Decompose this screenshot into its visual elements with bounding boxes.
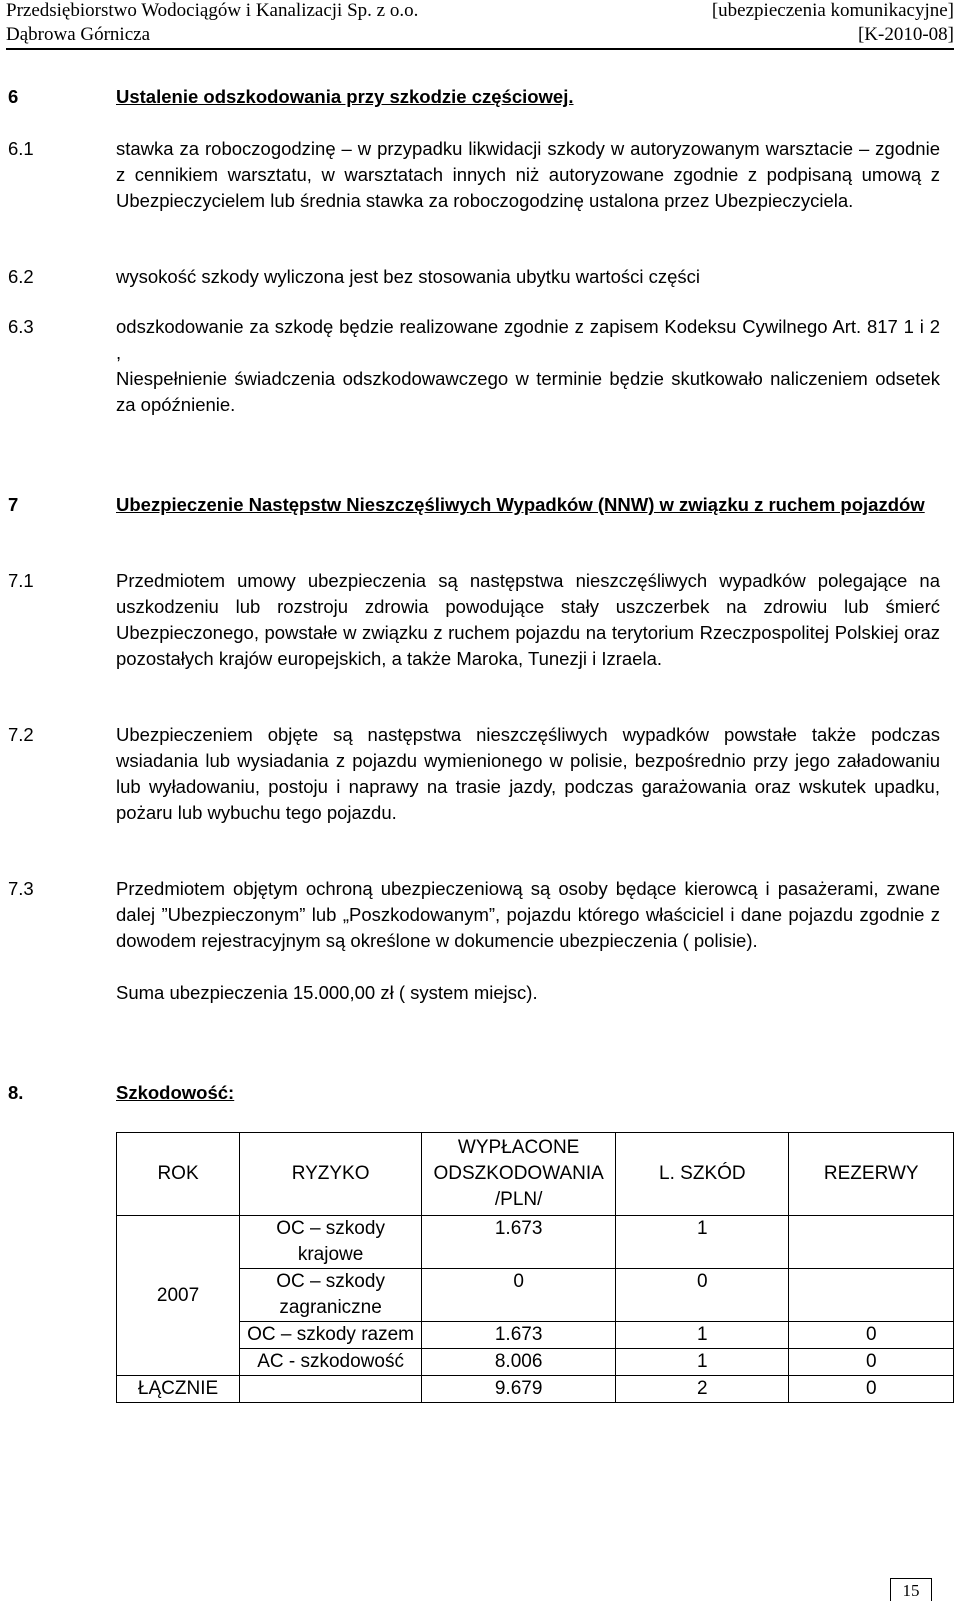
paid-cell: 0 [422,1269,616,1322]
item-number: 6.1 [8,138,34,159]
item-text-continued: Niespełnienie świadczenia odszkodowawczego w terminie będzie skutkowało naliczeniem odsetek za opóźnienie. [116,368,940,415]
reserves-cell [789,1269,954,1322]
header-divider [6,48,954,50]
paid-cell: 8.006 [422,1349,616,1376]
claims-count-cell: 1 [616,1349,789,1376]
item-text: Przedmiotem umowy ubezpieczenia są następstwa nieszczęśliwych wypadków polegające na uszkodzeniu lub rozstroju zdrowia powodujące stały uszczerbek na zdrowiu lub śmierć Ubezpieczonego, powstałe w związku z ruchem pojazdu na terytorium Rzeczpospolitej Polskiej oraz pozostałych krajów europejskich, a także Maroka, Tunezji i Izraela. [116,570,940,669]
section-number: 6 [8,86,19,107]
total-empty-cell [240,1376,422,1403]
section-title: Szkodowość: [116,1082,235,1103]
section-6-3 [8,314,940,418]
page-header-row-2 [6,24,954,46]
table-row [117,1349,954,1376]
item-number: 6.3 [8,316,34,337]
reserves-cell: 0 [789,1322,954,1349]
claims-table [116,1132,954,1403]
item-text: odszkodowanie za szkodę będzie realizowane zgodnie z zapisem Kodeksu Cywilnego Art. 817 1 i 2 , [116,316,940,363]
table-header-row [117,1133,954,1216]
sum-insured-text: Suma ubezpieczenia 15.000,00 zł ( system miejsc). [116,982,538,1003]
section-7-heading [8,492,940,518]
header-cell-rok: ROK [117,1133,240,1216]
claims-count-cell: 0 [616,1269,789,1322]
item-text-block [116,876,940,1006]
risk-cell: OC – szkody razem [240,1322,422,1349]
item-number: 7.1 [8,570,34,591]
section-8-heading [8,1080,940,1106]
header-cell-liczba-szkod: L. SZKÓD [616,1133,789,1216]
company-city: Dąbrowa Górnicza [6,24,151,45]
section-title: Ustalenie odszkodowania przy szkodzie częściowej. [116,86,574,107]
table-total-row [117,1376,954,1403]
section-7-1 [8,568,940,672]
year-cell: 2007 [117,1216,240,1376]
total-reserves-cell: 0 [789,1376,954,1403]
section-7-2 [8,722,940,826]
table-row [117,1322,954,1349]
header-cell-wyplacone: WYPŁACONE ODSZKODOWANIA /PLN/ [422,1133,616,1216]
item-text-block [116,314,940,418]
section-number: 7 [8,494,19,515]
table-row [117,1269,954,1322]
claims-count-cell: 1 [616,1216,789,1269]
item-text: wysokość szkody wyliczona jest bez stosowania ubytku wartości części [116,266,701,287]
item-text: stawka za roboczogodzinę – w przypadku likwidacji szkody w autoryzowanym warsztacie – zgodnie z cennikiem warsztatu, w warsztatach innych niż autoryzowane zgodnie z podpisaną umową z Ubezpieczycielem lub średnia stawka za roboczogodzinę ustalona przez Ubezpieczyciela. [116,138,940,211]
page-number: 15 [890,1578,932,1601]
paid-cell: 1.673 [422,1322,616,1349]
table-row [117,1216,954,1269]
risk-cell: OC – szkody krajowe [240,1216,422,1269]
reserves-cell: 0 [789,1349,954,1376]
item-text: Ubezpieczeniem objęte są następstwa nieszczęśliwych wypadków powstałe także podczas wsiadania lub wysiadania z pojazdu wymienionego w polisie, bezpośrednio przy jego załadowaniu lub wyładowaniu, postoju i naprawy na trasie jazdy, podczas garażowania oraz wskutek upadku, pożaru lub wybuchu tego pojazdu. [116,724,940,823]
item-number: 7.3 [8,878,34,899]
total-paid-cell: 9.679 [422,1376,616,1403]
document-code: [K-2010-08] [857,24,954,45]
section-6-1 [8,136,940,214]
total-label-cell: ŁĄCZNIE [117,1376,240,1403]
total-claims-count-cell: 2 [616,1376,789,1403]
section-6-heading [8,84,940,110]
risk-cell: OC – szkody zagraniczne [240,1269,422,1322]
header-cell-ryzyko: RYZYKO [240,1133,422,1216]
reserves-cell [789,1216,954,1269]
section-title: Ubezpieczenie Następstw Nieszczęśliwych Wypadków (NNW) w związku z ruchem pojazdów [116,494,925,515]
risk-cell: AC - szkodowość [240,1349,422,1376]
section-7-3 [8,876,940,1006]
section-6-2 [8,264,940,290]
section-number: 8. [8,1082,24,1103]
claims-count-cell: 1 [616,1322,789,1349]
company-name: Przedsiębiorstwo Wodociągów i Kanalizacji Sp. z o.o. [6,0,419,21]
page-header-row-1 [6,0,954,22]
item-number: 7.2 [8,724,34,745]
header-cell-rezerwy: REZERWY [789,1133,954,1216]
item-text: Przedmiotem objętym ochroną ubezpieczeniową są osoby będące kierowcą i pasażerami, zwane dalej ”Ubezpieczonym” lub „Poszkodowanym”, pojazdu którego właściciel i dane pojazdu zgodnie z dowodem rejestracyjnym są określone w dokumencie ubezpieczenia ( polisie). [116,878,940,951]
document-type: [ubezpieczenia komunikacyjne] [711,0,954,21]
item-number: 6.2 [8,266,34,287]
paid-cell: 1.673 [422,1216,616,1269]
